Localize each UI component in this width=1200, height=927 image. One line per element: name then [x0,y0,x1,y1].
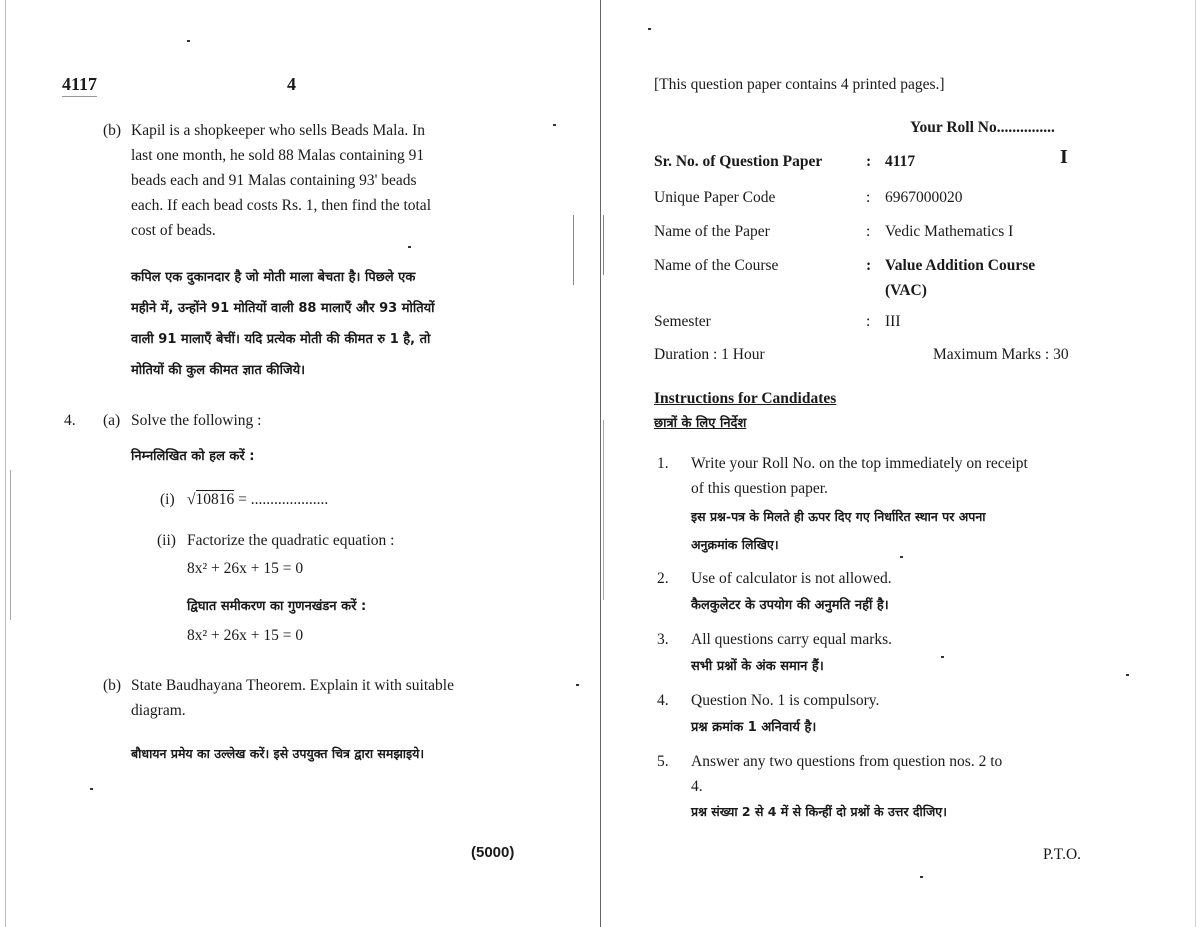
please-turn-over: P.T.O. [1043,846,1082,863]
scan-speck [187,40,190,42]
instruction-3-text: All questions carry equal marks. [691,631,893,648]
scan-speck [648,28,651,30]
sqrt-symbol: √ [187,491,196,508]
radicand: 10816 [195,491,235,508]
paper-code-header: 4117 [62,72,97,97]
q4a-ii-text: Factorize the quadratic equation : [187,532,395,549]
q4a-label: (a) [103,412,121,429]
equation-2: 8x² + 26x + 15 = 0 [187,627,304,644]
instructions-heading-hindi: छात्रों के लिए निर्देश [654,416,747,431]
q3b-text [131,118,531,243]
footer-code: (5000) [471,844,515,861]
scan-mark [573,215,574,285]
answer-blank: = .................... [238,491,329,508]
detail-label-semester: Semester [654,313,711,330]
detail-sep: : [866,313,871,330]
instruction-2-text: Use of calculator is not allowed. [691,570,892,587]
detail-sep: : [866,223,871,240]
instructions-heading: Instructions for Candidates [654,390,837,407]
scan-speck [1126,674,1129,676]
detail-value-sr-no: 4117 [885,153,916,170]
q4a-i-expression [187,487,328,512]
scan-speck [576,684,579,686]
scan-speck [900,556,903,558]
right-page [600,0,1200,927]
instruction-3-hindi: सभी प्रश्नों के अंक समान हैं। [691,659,824,674]
q4a-hindi: निम्नलिखित को हल करें : [131,449,255,464]
scan-speck [553,124,556,126]
q4b-text [131,673,531,723]
duration: Duration : 1 Hour [654,346,765,363]
instruction-4-hindi: प्रश्न क्रमांक 1 अनिवार्य है। [691,720,817,735]
instruction-number: 1. [657,455,669,472]
detail-label-paper-code: Unique Paper Code [654,189,776,206]
q4a-ii-label: (ii) [157,532,176,549]
q4a-ii-hindi: द्विघात समीकरण का गुणनखंडन करें : [187,599,367,614]
q4-number: 4. [64,412,76,429]
course-abbrev: (VAC) [885,282,927,299]
instruction-line: of this question paper. [691,480,828,497]
q3b-line: beads each and 91 Malas containing 93' beads [131,172,417,189]
q3b-line: cost of beads. [131,222,216,239]
instruction-line: Answer any two questions from question nos. 2 to [691,753,1003,770]
detail-value-paper-code: 6967000020 [885,189,963,206]
instruction-line: 4. [691,778,703,795]
q3b-line: last one month, he sold 88 Malas containing 91 [131,147,425,164]
instruction-number: 5. [657,753,669,770]
course-name: Value Addition Course [885,257,1036,274]
instruction-1-text [691,451,1121,501]
q3b-hindi [131,262,531,386]
q4a-i-label: (i) [160,491,175,508]
detail-value-course [885,253,1115,303]
instruction-line: Write your Roll No. on the top immediately on receipt [691,455,1028,472]
instruction-number: 3. [657,631,669,648]
scan-speck [90,788,93,790]
instruction-number: 2. [657,570,669,587]
maximum-marks: Maximum Marks : 30 [933,346,1069,363]
q3b-hindi-line: वाली 91 मालाएँ बेचीं। यदि प्रत्येक मोती की कीमत रु 1 है, तो [131,332,431,347]
detail-sep: : [866,189,871,206]
roll-number-field: Your Roll No............... [910,119,1055,136]
equation-1: 8x² + 26x + 15 = 0 [187,560,304,577]
scan-speck [941,656,944,658]
detail-label-sr-no: Sr. No. of Question Paper [654,153,823,170]
q3b-line: Kapil is a shopkeeper who sells Beads Mala. In [131,122,426,139]
instruction-number: 4. [657,692,669,709]
q4a-text: Solve the following : [131,412,262,429]
q3b-label: (b) [103,122,122,139]
detail-sep: : [866,257,872,274]
instruction-hindi-line: अनुक्रमांक लिखिए। [691,537,779,552]
q3b-line: each. If each bead costs Rs. 1, then find the total [131,197,431,214]
scan-mark [603,420,604,600]
q3b-hindi-line: मोतियों की कुल कीमत ज्ञात कीजिये। [131,363,306,378]
detail-value-semester: III [885,313,901,330]
instruction-4-text: Question No. 1 is compulsory. [691,692,880,709]
q4b-label: (b) [103,677,122,694]
page-number: 4 [287,74,296,94]
q4b-line: diagram. [131,702,186,719]
detail-sep: : [866,153,872,170]
instruction-2-hindi: कैलकुलेटर के उपयोग की अनुमति नहीं है। [691,598,889,613]
scan-speck [408,246,411,248]
scan-mark [603,215,604,275]
page-count-note: [This question paper contains 4 printed pages.] [654,76,945,93]
instruction-5-hindi: प्रश्न संख्या 2 से 4 में से किन्हीं दो प्रश्नों के उत्तर दीजिए। [691,804,947,819]
detail-label-course: Name of the Course [654,257,779,274]
detail-value-paper-name: Vedic Mathematics I [885,223,1014,240]
q4b-hindi: बौधायन प्रमेय का उल्लेख करें। इसे उपयुक्त चित्र द्वारा समझाइये। [131,746,425,761]
q3b-hindi-line: महीने में, उन्होंने 91 मोतियों वाली 88 मालाएँ और 93 मोतियों [131,301,435,316]
q3b-hindi-line: कपिल एक दुकानदार है जो मोती माला बेचता है। पिछले एक [131,270,416,285]
roman-numeral-mark: I [1060,146,1068,168]
instruction-1-hindi [691,503,1121,559]
scan-speck [920,876,923,878]
detail-label-paper-name: Name of the Paper [654,223,770,240]
scan-mark [10,470,11,620]
instruction-5-text [691,749,1121,799]
instruction-hindi-line: इस प्रश्न-पत्र के मिलते ही ऊपर दिए गए निर्धारित स्थान पर अपना [691,509,986,524]
q4b-line: State Baudhayana Theorem. Explain it with suitable [131,677,454,694]
